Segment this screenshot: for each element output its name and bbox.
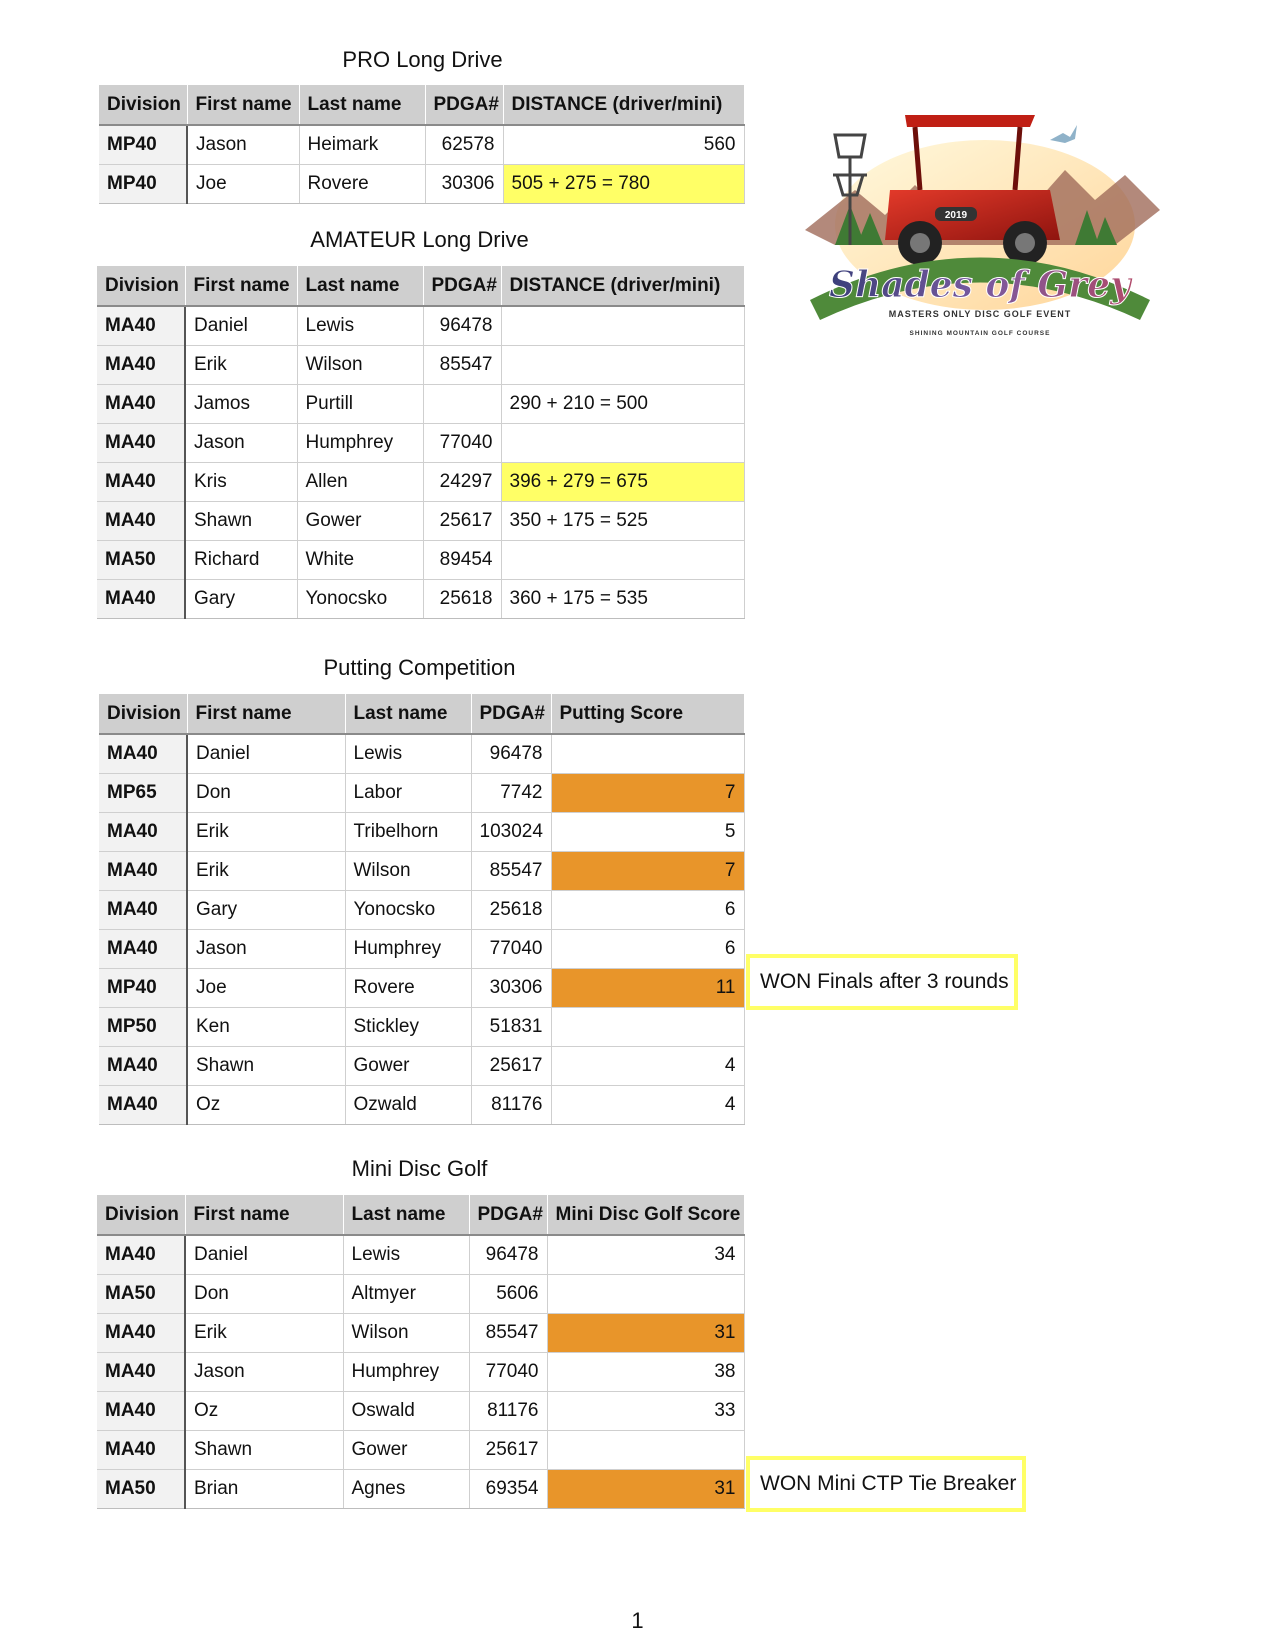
pdga-cell: 24297: [423, 463, 501, 502]
last-name-cell: Wilson: [297, 346, 423, 385]
division-cell: MA40: [97, 463, 185, 502]
pdga-cell: 30306: [471, 969, 551, 1008]
first-name-cell: Daniel: [187, 734, 345, 774]
table-row: [97, 1275, 744, 1314]
header-putting-score: Putting Score: [551, 694, 744, 734]
division-cell: MA40: [97, 306, 185, 346]
last-name-cell: White: [297, 541, 423, 580]
score-cell: [547, 1275, 744, 1314]
first-name-cell: Shawn: [187, 1047, 345, 1086]
division-cell: MA50: [97, 541, 185, 580]
first-name-cell: Richard: [185, 541, 297, 580]
division-cell: MP40: [99, 969, 187, 1008]
last-name-cell: Gower: [343, 1431, 469, 1470]
table-row: [99, 734, 744, 774]
pdga-cell: 77040: [423, 424, 501, 463]
table-row: [97, 306, 744, 346]
table-row: [97, 1470, 744, 1509]
table-row: [97, 1353, 744, 1392]
header-distance: DISTANCE (driver/mini): [501, 266, 744, 306]
score-cell-highlighted: 11: [551, 969, 744, 1008]
header-first-name: First name: [187, 694, 345, 734]
distance-cell: 290 + 210 = 500: [501, 385, 744, 424]
division-cell: MP40: [99, 165, 187, 204]
pdga-cell: 69354: [469, 1470, 547, 1509]
division-cell: MP50: [99, 1008, 187, 1047]
table-row: [99, 774, 744, 813]
score-cell: [547, 1431, 744, 1470]
table-row: [97, 541, 744, 580]
division-cell: MA40: [99, 852, 187, 891]
score-cell-highlighted: 31: [547, 1470, 744, 1509]
pdga-cell: 25618: [471, 891, 551, 930]
pdga-cell: 85547: [469, 1314, 547, 1353]
first-name-cell: Brian: [185, 1470, 343, 1509]
last-name-cell: Stickley: [345, 1008, 471, 1047]
first-name-cell: Shawn: [185, 1431, 343, 1470]
header-pdga: PDGA#: [425, 85, 503, 125]
last-name-cell: Wilson: [343, 1314, 469, 1353]
last-name-cell: Agnes: [343, 1470, 469, 1509]
first-name-cell: Oz: [185, 1392, 343, 1431]
first-name-cell: Oz: [187, 1086, 345, 1125]
first-name-cell: Jason: [185, 1353, 343, 1392]
division-cell: MA40: [99, 891, 187, 930]
last-name-cell: Tribelhorn: [345, 813, 471, 852]
first-name-cell: Gary: [187, 891, 345, 930]
pdga-cell: 25617: [471, 1047, 551, 1086]
table-header-row: [97, 1195, 744, 1235]
last-name-cell: Humphrey: [343, 1353, 469, 1392]
score-cell: 6: [551, 930, 744, 969]
distance-cell-highlighted: 396 + 279 = 675: [501, 463, 744, 502]
header-last-name: Last name: [345, 694, 471, 734]
table-row: [97, 1314, 744, 1353]
putting-competition-table: [99, 694, 745, 1125]
table-header-row: [97, 266, 744, 306]
pdga-cell: 96478: [469, 1235, 547, 1275]
score-cell: 33: [547, 1392, 744, 1431]
table-row: [99, 813, 744, 852]
pro-long-drive-title: PRO Long Drive: [342, 47, 503, 72]
pdga-cell: 96478: [471, 734, 551, 774]
shades-of-grey-logo: [795, 95, 1165, 365]
score-cell: 6: [551, 891, 744, 930]
division-cell: MA40: [97, 502, 185, 541]
last-name-cell: Rovere: [299, 165, 425, 204]
first-name-cell: Shawn: [185, 502, 297, 541]
first-name-cell: Ken: [187, 1008, 345, 1047]
first-name-cell: Gary: [185, 580, 297, 619]
last-name-cell: Yonocsko: [345, 891, 471, 930]
pdga-cell: 81176: [469, 1392, 547, 1431]
table-row: [97, 1431, 744, 1470]
header-last-name: Last name: [297, 266, 423, 306]
pdga-cell: 62578: [425, 125, 503, 165]
distance-cell: [501, 306, 744, 346]
last-name-cell: Yonocsko: [297, 580, 423, 619]
header-division: Division: [97, 1195, 185, 1235]
table-row: [99, 891, 744, 930]
header-pdga: PDGA#: [469, 1195, 547, 1235]
header-last-name: Last name: [299, 85, 425, 125]
division-cell: MP40: [99, 125, 187, 165]
division-cell: MA40: [97, 424, 185, 463]
table-header-row: [99, 694, 744, 734]
table-row: [97, 1235, 744, 1275]
last-name-cell: Lewis: [297, 306, 423, 346]
score-cell: 4: [551, 1047, 744, 1086]
division-cell: MA40: [97, 1431, 185, 1470]
first-name-cell: Jason: [187, 125, 299, 165]
first-name-cell: Jamos: [185, 385, 297, 424]
pro-long-drive-table: [99, 85, 745, 204]
score-cell: 4: [551, 1086, 744, 1125]
division-cell: MA40: [97, 1235, 185, 1275]
pdga-cell: 103024: [471, 813, 551, 852]
first-name-cell: Erik: [187, 813, 345, 852]
header-pdga: PDGA#: [423, 266, 501, 306]
logo-year: 2019: [944, 210, 968, 221]
header-first-name: First name: [185, 266, 297, 306]
page-number: 1: [631, 1608, 644, 1633]
last-name-cell: Purtill: [297, 385, 423, 424]
pdga-cell: 77040: [469, 1353, 547, 1392]
header-first-name: First name: [185, 1195, 343, 1235]
last-name-cell: Labor: [345, 774, 471, 813]
score-cell-highlighted: 7: [551, 774, 744, 813]
header-first-name: First name: [187, 85, 299, 125]
last-name-cell: Ozwald: [345, 1086, 471, 1125]
pdga-cell: 81176: [471, 1086, 551, 1125]
first-name-cell: Erik: [185, 1314, 343, 1353]
table-row: [99, 165, 744, 204]
logo-course: SHINING MOUNTAIN GOLF COURSE: [909, 330, 1051, 337]
distance-cell: 360 + 175 = 535: [501, 580, 744, 619]
table-row: [97, 1392, 744, 1431]
division-cell: MA40: [97, 1314, 185, 1353]
score-cell: [551, 1008, 744, 1047]
header-mini-score: Mini Disc Golf Score: [547, 1195, 744, 1235]
table-row: [97, 580, 744, 619]
header-pdga: PDGA#: [471, 694, 551, 734]
pdga-cell: 7742: [471, 774, 551, 813]
first-name-cell: Don: [185, 1275, 343, 1314]
division-cell: MA40: [97, 385, 185, 424]
distance-cell-highlighted: 505 + 275 = 780: [503, 165, 744, 204]
division-cell: MA40: [99, 813, 187, 852]
pdga-cell: 85547: [471, 852, 551, 891]
header-division: Division: [99, 694, 187, 734]
first-name-cell: Joe: [187, 165, 299, 204]
first-name-cell: Joe: [187, 969, 345, 1008]
table-row: [97, 424, 744, 463]
first-name-cell: Erik: [187, 852, 345, 891]
table-row: [97, 346, 744, 385]
putting-winner-note: WON Finals after 3 rounds: [746, 954, 1018, 1010]
score-cell: 38: [547, 1353, 744, 1392]
last-name-cell: Allen: [297, 463, 423, 502]
mini-disc-golf-table: [97, 1195, 745, 1509]
last-name-cell: Wilson: [345, 852, 471, 891]
pdga-cell: 51831: [471, 1008, 551, 1047]
first-name-cell: Daniel: [185, 1235, 343, 1275]
table-row: [99, 930, 744, 969]
amateur-long-drive-table: [97, 266, 745, 619]
table-row: [99, 1086, 744, 1125]
mini-winner-note: WON Mini CTP Tie Breaker: [746, 1456, 1026, 1512]
pdga-cell: 30306: [425, 165, 503, 204]
table-header-row: [99, 85, 744, 125]
division-cell: MA50: [97, 1470, 185, 1509]
score-cell-highlighted: 7: [551, 852, 744, 891]
table-row: [97, 385, 744, 424]
distance-cell: [501, 541, 744, 580]
first-name-cell: Don: [187, 774, 345, 813]
table-row: [99, 125, 744, 165]
division-cell: MA40: [97, 580, 185, 619]
last-name-cell: Rovere: [345, 969, 471, 1008]
last-name-cell: Lewis: [343, 1235, 469, 1275]
pdga-cell: 85547: [423, 346, 501, 385]
pdga-cell: 89454: [423, 541, 501, 580]
division-cell: MA40: [97, 1392, 185, 1431]
division-cell: MP65: [99, 774, 187, 813]
header-last-name: Last name: [343, 1195, 469, 1235]
distance-cell: 350 + 175 = 525: [501, 502, 744, 541]
logo-title: Shades of Grey: [829, 264, 1131, 306]
division-cell: MA40: [97, 1353, 185, 1392]
last-name-cell: Altmyer: [343, 1275, 469, 1314]
division-cell: MA40: [99, 930, 187, 969]
score-cell: 34: [547, 1235, 744, 1275]
score-cell: [551, 734, 744, 774]
division-cell: MA40: [99, 734, 187, 774]
pdga-cell: 96478: [423, 306, 501, 346]
first-name-cell: Erik: [185, 346, 297, 385]
last-name-cell: Lewis: [345, 734, 471, 774]
table-row: [99, 1047, 744, 1086]
score-cell: 5: [551, 813, 744, 852]
division-cell: MA50: [97, 1275, 185, 1314]
logo-subtitle: MASTERS ONLY DISC GOLF EVENT: [888, 309, 1072, 319]
table-row: [97, 463, 744, 502]
division-cell: MA40: [99, 1086, 187, 1125]
pdga-cell: 77040: [471, 930, 551, 969]
pdga-cell: 25618: [423, 580, 501, 619]
last-name-cell: Gower: [345, 1047, 471, 1086]
first-name-cell: Daniel: [185, 306, 297, 346]
bird-icon: [1050, 125, 1077, 143]
score-cell-highlighted: 31: [547, 1314, 744, 1353]
table-row: [99, 1008, 744, 1047]
last-name-cell: Humphrey: [345, 930, 471, 969]
first-name-cell: Jason: [185, 424, 297, 463]
pdga-cell: 5606: [469, 1275, 547, 1314]
distance-cell: [501, 424, 744, 463]
pdga-cell: 25617: [423, 502, 501, 541]
last-name-cell: Heimark: [299, 125, 425, 165]
table-row: [99, 852, 744, 891]
distance-cell: [501, 346, 744, 385]
header-division: Division: [97, 266, 185, 306]
last-name-cell: Humphrey: [297, 424, 423, 463]
pdga-cell: [423, 385, 501, 424]
putting-competition-title: Putting Competition: [323, 655, 516, 680]
last-name-cell: Oswald: [343, 1392, 469, 1431]
mini-disc-golf-title: Mini Disc Golf: [351, 1156, 488, 1181]
distance-cell: 560: [503, 125, 744, 165]
division-cell: MA40: [97, 346, 185, 385]
table-row: [99, 969, 744, 1008]
pdga-cell: 25617: [469, 1431, 547, 1470]
amateur-long-drive-title: AMATEUR Long Drive: [310, 227, 529, 252]
table-row: [97, 502, 744, 541]
division-cell: MA40: [99, 1047, 187, 1086]
first-name-cell: Jason: [187, 930, 345, 969]
last-name-cell: Gower: [297, 502, 423, 541]
header-division: Division: [99, 85, 187, 125]
first-name-cell: Kris: [185, 463, 297, 502]
header-distance: DISTANCE (driver/mini): [503, 85, 744, 125]
